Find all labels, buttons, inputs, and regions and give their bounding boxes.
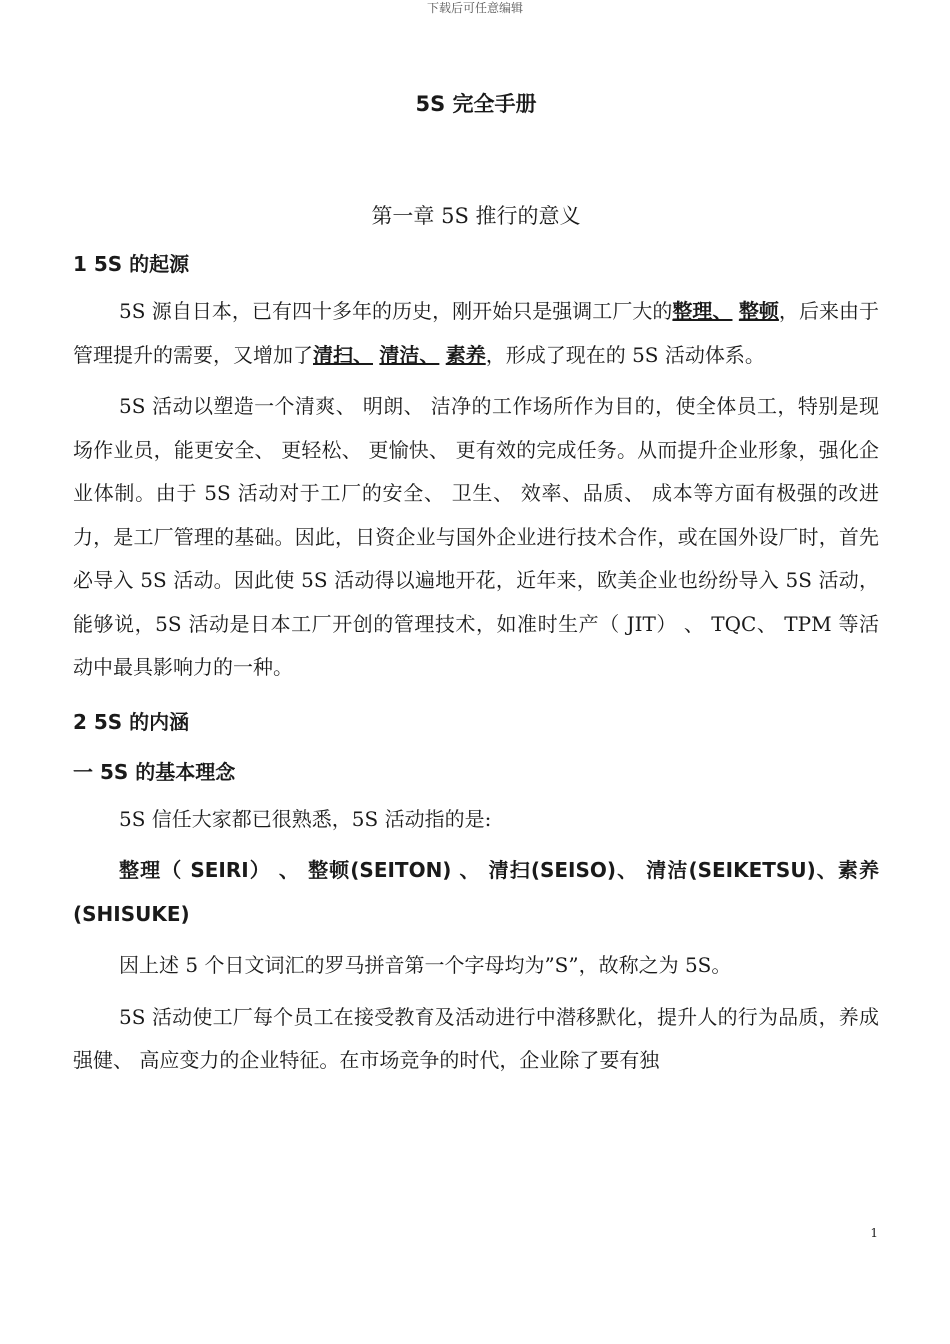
sub-heading-basic-concept: 一 5S 的基本理念 (73, 759, 236, 784)
paragraph-intro: 5S 信任大家都已很熟悉，5S 活动指的是: (119, 806, 492, 831)
document-body (73, 80, 879, 1083)
text-run: ，形成了现在的 5S 活动体系。 (485, 342, 765, 367)
keyword-seiketsu: 清洁、 (379, 342, 440, 367)
text-run: 5S 源自日本，已有四十多年的历史，刚开始只是强调工厂大的 (119, 299, 673, 323)
paragraph-naming: 因上述 5 个日文词汇的罗马拼音第一个字母均为”S”，故称之为 5S。 (119, 953, 732, 977)
text-run: ，后来由于管理提升的需要，又增加了 (73, 299, 880, 367)
section-heading-origin: 1 5S 的起源 (73, 252, 190, 276)
paragraph-effect: 5S 活动使工厂每个员工在接受教育及活动进行中潜移默化，提升人的行为品质，养成强健、 高应变力的企业特征。在市场竞争的时代，企业除了要有独 (73, 1004, 879, 1072)
keyword-seiri: 整理、 (672, 299, 733, 323)
paragraph-origin-2: 5S 活动以塑造一个清爽、 明朗、 洁净的工作场所作为目的，使全体员工，特别是现场作业员，能更安全、 更轻松、 更愉快、 更有效的完成任务。从而提升企业形象，强化企业体制。由于 5S 活动对于工厂的安全、 卫生、 效率、品质、 成本等方面有极强的改进力，是工厂管理的基础。因此，日资企业与国外企业进行技术合作，或在国外设厂时，首先必导入 5S 活动。因此使 5S 活动得以遍地开花，近年来，欧美企业也纷纷导入 5S 活动，能够说，5S 活动是日本工厂开创的管理技术，如准时生产（ JIT） 、 TQC、 TPM 等活动中最具影响力的一种。 (73, 394, 879, 679)
keyword-seiso: 清扫、 (313, 342, 373, 367)
keyword-seiton: 整顿 (738, 299, 779, 323)
paragraph-origin-1 (73, 290, 879, 377)
paragraph-5s-list: 整理（ SEIRI） 、 整顿(SEITON) 、 清扫(SEISO)、 清洁(SEIKETSU)、素养(SHISUKE) (73, 858, 879, 926)
section-heading-meaning: 2 5S 的内涵 (73, 709, 190, 734)
watermark: 下载后可任意编辑 (426, 1, 523, 15)
page-number: 1 (870, 1226, 878, 1240)
chapter-title: 第一章 5S 推行的意义 (371, 204, 581, 228)
keyword-shitsuke: 素养 (445, 342, 486, 367)
document-title: 5S 完全手册 (415, 92, 537, 116)
